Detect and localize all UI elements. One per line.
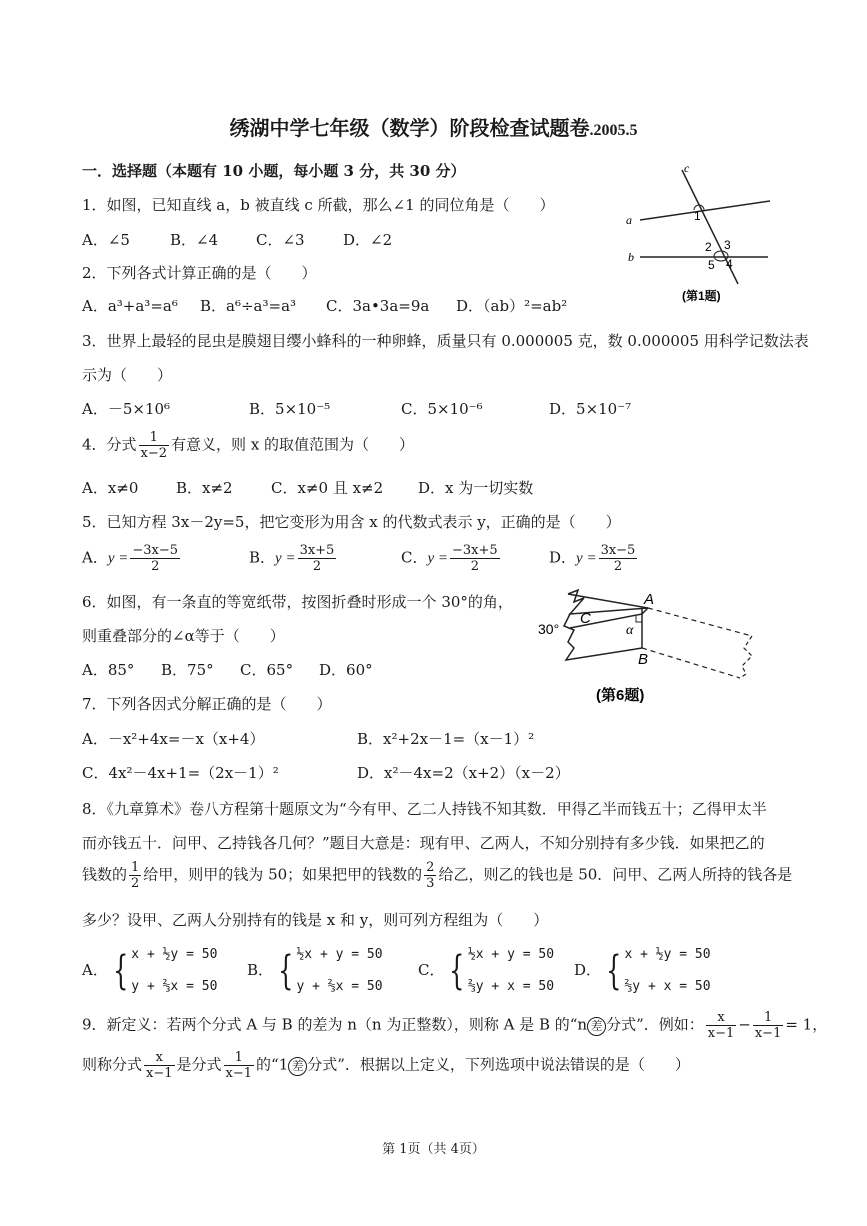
q5-option-b: B．y = $\frac{3x+5}{2}$ [249,543,335,574]
q1-option-a: A．∠5 [82,231,130,249]
fig1-angle-1: 1 [694,209,701,223]
q8-option-c: C． { ½x + y = 50 ⅔y + x = 50 [418,947,555,994]
q7-option-b: B．x²+2x－1=（x－1）² [357,730,535,748]
q7-option-a: A．－x²+4x=－x（x+4） [82,730,265,748]
q5-option-a: A．y = $\frac{-3x-5}{2}$ [82,543,179,574]
question-2-stem: 2．下列各式计算正确的是（ ） [82,264,317,282]
q3-option-c: C．5×10⁻⁶ [401,400,483,418]
fig1-angle-4: 4 [726,257,733,271]
q4-option-a: A．x≠0 [82,479,139,497]
figure-1-diagram [620,160,780,310]
q4-option-c: C．x≠0 且 x≠2 [271,479,384,497]
fig1-angle-5: 5 [708,258,715,272]
q2-option-c: C．3a•3a=9a [326,297,430,315]
fig1-angle-3: 3 [724,238,731,252]
question-9-line2: 则称分式 $\frac{x}{x-1}$ 是分式 $\frac{1}{x-1}$ 的“1 差 分式”．根据以上定义，下列选项中说法错误的是（ ） [82,1050,690,1081]
page-title: 绣湖中学七年级（数学）阶段检查试题卷.2005.5 [229,116,638,140]
fig6-label-c: C [580,610,591,627]
fig6-caption: (第6题) [596,687,645,704]
question-7-stem: 7．下列各因式分解正确的是（ ） [82,695,332,713]
q7-option-d: D．x²－4x=2（x+2）（x－2） [357,764,570,782]
q8-option-b: B． { ½x + y = 50 y + ⅔x = 50 [247,947,383,994]
question-1-stem: 1．如图，已知直线 a，b 被直线 c 所截，那么∠1 的同位角是（ ） [82,196,555,214]
fig1-label-b: b [628,250,634,264]
question-6-stem-line2: 则重叠部分的∠α等于（ ） [82,627,285,645]
question-3-stem-line1: 3．世界上最轻的昆虫是膜翅目缨小蜂科的一种卵蜂，质量只有 0.000005 克，数 0.000005 用科学记数法表 [82,332,809,350]
question-6-stem-line1: 6．如图，有一条直的等宽纸带，按图折叠时形成一个 30°的角， [82,593,513,611]
q3-option-a: A．－5×10⁶ [82,400,171,418]
q2-option-b: B．a⁶÷a³=a³ [200,297,297,315]
question-5-stem: 5．已知方程 3x－2y=5，把它变形为用含 x 的代数式表示 y，正确的是（ ） [82,513,621,531]
circled-cha-symbol-2: 差 [288,1057,307,1076]
fig1-label-c: c [684,161,690,175]
q5-option-c: C．y = $\frac{-3x+5}{2}$ [401,543,498,574]
q6-option-d: D．60° [319,661,373,679]
q2-option-d: D．（ab）²=ab² [456,297,568,315]
question-8-line1: 8．《九章算术》卷八方程第十题原文为“今有甲、乙二人持钱不知其数．甲得乙半而钱五十；乙得甲太半 [82,800,767,818]
fig1-angle-2: 2 [705,240,712,254]
figure-6-diagram [530,578,760,710]
section-heading: 一．选择题（本题有 10 小题，每小题 3 分，共 30 分） [82,162,466,180]
fig1-caption: (第1题) [682,289,721,303]
q4-fraction: $\frac{1}{x-2}$ [140,430,168,461]
q5-option-d: D．y = $\frac{3x-5}{2}$ [549,543,636,574]
q4-option-b: B．x≠2 [176,479,233,497]
question-9-line1: 9．新定义：若两个分式 A 与 B 的差为 n（n 为正整数），则称 A 是 B 的“n 差 分式”．例如： $\frac{x}{x-1}$ − $\frac{1}{x-1}$ = 1， [82,1010,828,1041]
q8-option-a: A． { x + ½y = 50 y + ⅔x = 50 [82,947,218,994]
question-8-line4: 多少？设甲、乙两人分别持有的钱是 x 和 y，则可列方程组为（ ） [82,911,549,929]
fig6-label-a: A [644,591,655,608]
question-3-stem-line2: 示为（ ） [82,366,173,384]
q1-option-b: B．∠4 [170,231,219,249]
q1-option-c: C．∠3 [256,231,305,249]
q4-option-d: D．x 为一切实数 [418,479,534,497]
q6-option-c: C．65° [240,661,294,679]
q7-option-c: C．4x²－4x+1=（2x－1）² [82,764,279,782]
fig1-label-a: a [626,213,632,227]
q6-option-b: B．75° [161,661,214,679]
fig6-label-b: B [638,651,649,668]
q3-option-d: D．5×10⁻⁷ [549,400,632,418]
question-8-line3: 钱数的 $\frac{1}{2}$ 给甲，则甲的钱为 50；如果把甲的钱数的 $\frac{2}{3}$ 给乙，则乙的钱也是 50．问甲、乙两人所持的钱各是 [82,860,793,891]
page-footer: 第 1页（共 4页） [382,1142,485,1157]
q6-option-a: A．85° [82,661,135,679]
q3-option-b: B．5×10⁻⁵ [249,400,331,418]
q8-option-d: D． { x + ½y = 50 ⅔y + x = 50 [574,947,711,994]
q1-option-d: D．∠2 [343,231,393,249]
fig6-label-alpha: α [626,623,634,638]
fig6-angle-30: 30° [538,621,560,637]
q2-option-a: A．a³+a³=a⁶ [82,297,178,315]
question-8-line2: 而亦钱五十．问甲、乙持钱各几何？”题目大意是：现有甲、乙两人，不知分别持有多少钱．如果把乙的 [82,834,765,852]
circled-cha-symbol: 差 [587,1017,606,1036]
question-4-stem: 4．分式 $\frac{1}{x-2}$ 有意义，则 x 的取值范围为（ ） [82,430,415,461]
